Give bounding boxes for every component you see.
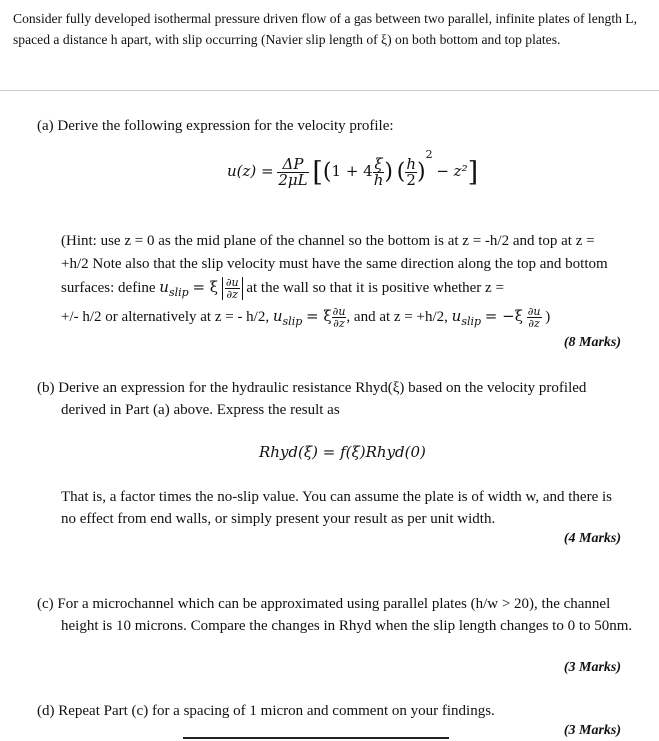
velocity-profile-equation: u(z) = $\frac{\Delta P}{2\mu L}$ [(1 + 4 $\frac{\xi}{h}$ ) ( $\frac{h}{2}$ )$^2$ − z²] — [227, 147, 479, 189]
part-c-question: (c) For a microchannel which can be approximated using parallel plates (h/w > 20), the channel height is 10 microns. Compare the changes in Rhyd when the slip length changes to 0 to 50nm. — [37, 596, 633, 634]
eq-lhs: u(z) = — [227, 161, 274, 180]
bottom-rule — [183, 737, 449, 739]
part-a-question: (a) Derive the following expression for the velocity profile: — [37, 118, 394, 134]
eq-minus-z2: − z² — [436, 161, 468, 180]
part-b-question: (b) Derive an expression for the hydraulic resistance Rhyd(ξ) based on the velocity profiled derived in Part (a) above. Express the result as — [37, 380, 587, 418]
hydraulic-resistance-equation: Rhyd(ξ) = f(ξ)Rhyd(0) — [259, 443, 426, 461]
part-b-marks: (4 Marks) — [563, 531, 621, 546]
section-divider — [0, 90, 659, 91]
part-b-body: That is, a factor times the no-slip value. You can assume the plate is of width w, and there is no effect from end walls, or simply present your result as per unit width. — [61, 489, 612, 527]
eq-pressure-fraction: $\frac{\Delta P}{2\mu L}$ — [278, 155, 308, 189]
part-d-question: (d) Repeat Part (c) for a spacing of 1 micron and comment on your findings. — [37, 703, 495, 719]
part-c-marks: (3 Marks) — [563, 660, 621, 675]
part-a-hint: (Hint: use z = 0 as the mid plane of the channel so the bottom is at z = -h/2 and top at z = +h/2 Note also that the slip velocity must have the same direction along the top and bottom surfaces: define $u_{slip} = \xi$ $\frac{\partial u}{\partial z}$ at the wall so that it is positive whether z = — [61, 233, 608, 302]
problem-intro: Consider fully developed isothermal pressure driven flow of a gas between two parallel, infinite plates of length L, spaced a distance h apart, with slip occurring (Navier slip length of ξ) on both bottom and top plates. — [13, 11, 637, 47]
eq-one-plus: 1 + 4 — [331, 161, 373, 180]
part-a-hint-line4: +/- h/2 or alternatively at z = - h/2, $u_{slip} = \xi$ $\frac{\partial u}{\partial z}$ , and at z = +h/2, $u_{slip} = -\xi$ $\frac{\partial u}{\partial z}$ ) — [61, 305, 551, 331]
part-d-marks: (3 Marks) — [563, 723, 621, 738]
part-a-marks: (8 Marks) — [563, 335, 621, 350]
